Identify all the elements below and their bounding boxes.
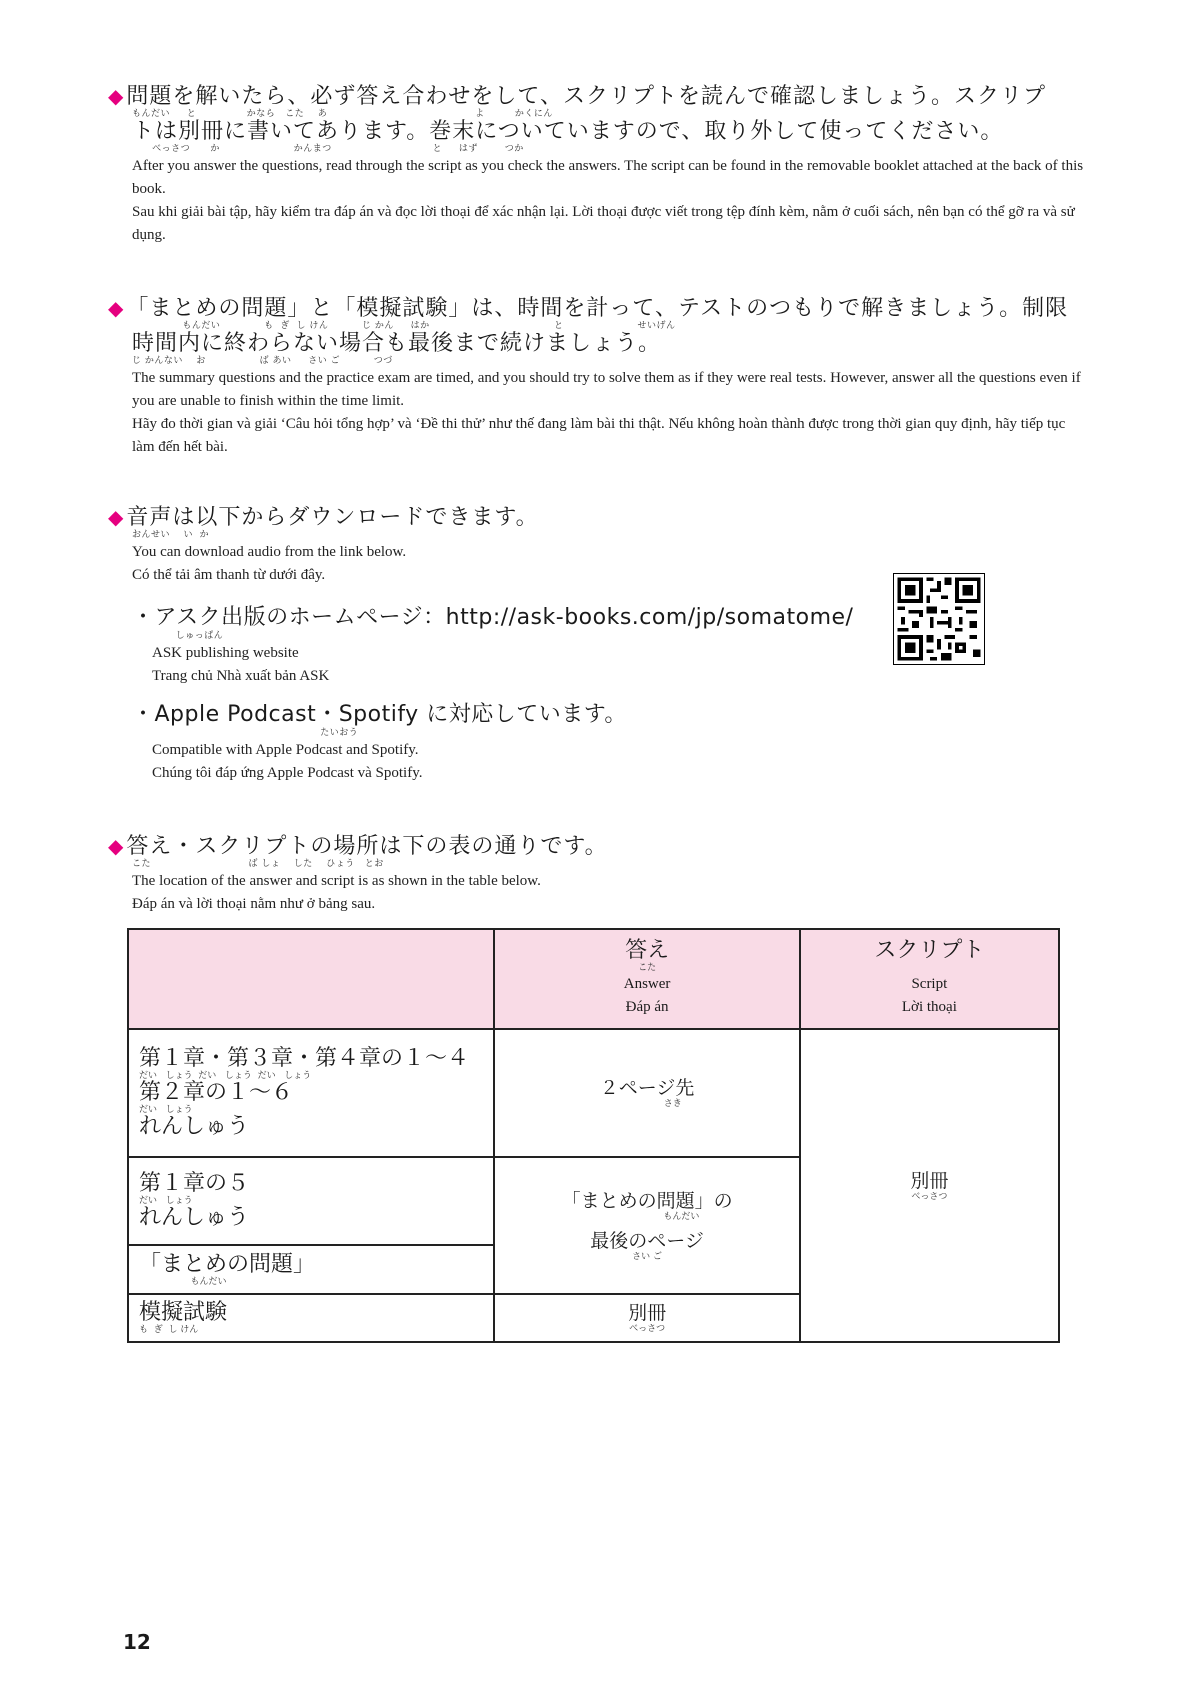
s3-vietnamese: Có thể tải âm thanh từ dưới đây. (132, 567, 326, 583)
header-answer-english: Answer (623, 976, 671, 992)
row1-line3: れんしゅう (139, 1114, 250, 1139)
script-location: 別冊 (910, 1169, 949, 1192)
row4-answer-ruby: べっさつ (629, 1324, 666, 1334)
header-answer-ruby: こた (638, 963, 657, 973)
s3-text-1: 音声は以下からダウンロードできます。 (126, 505, 539, 530)
row1-line1: 第１章・第３章・第４章の１～４ (139, 1046, 470, 1071)
s1-line1 (108, 84, 1088, 109)
section-check-answers (108, 84, 1088, 247)
ask-website-link[interactable]: ・アスク出版のホームページ：http://ask-books.com/jp/somatome/ (132, 605, 854, 630)
row4-answer: 別冊 (628, 1302, 667, 1324)
section-timed-tests (108, 296, 1088, 459)
s4-text-1: 答え・スクリプトの場所は下の表の通りです。 (126, 834, 608, 859)
row4-line1: 模擬試験 (139, 1300, 228, 1325)
header-script-label: スクリプト (874, 938, 985, 963)
s1-vietnamese: Sau khi giải bài tập, hãy kiểm tra đáp án và đọc lời thoại để xác nhận lại. Lời thoại được viết trong tệp đính kèm, nằm ở cuối sách, nên bạn có thể gỡ ra và sử dụng. (132, 204, 1075, 243)
s3-b2-vietnamese: Chúng tôi đáp ứng Apple Podcast và Spotify. (152, 765, 423, 781)
answer-location-table (127, 928, 1060, 1343)
table-row (128, 1029, 1059, 1157)
header-answer-vietnamese: Đáp án (625, 999, 669, 1015)
s3-b2-ruby: たいおう (132, 728, 359, 738)
row1-answer-ruby: さき (612, 1099, 682, 1109)
s1-text-1: 問題を解いたら、必ず答え合わせをして、スクリプトを読んで確認しましょう。スクリプ (126, 84, 1046, 109)
header-script-vietnamese: Lời thoại (901, 999, 957, 1015)
row3-ruby1: もんだい (139, 1276, 227, 1287)
diamond-bullet-icon: ◆ (108, 84, 125, 108)
s4-english: The location of the answer and script is as shown in the table below. (132, 873, 541, 889)
s3-b1-english: ASK publishing website (152, 645, 299, 661)
s4-vietnamese: Đáp án và lời thoại nằm như ở bảng sau. (132, 896, 376, 912)
diamond-bullet-icon: ◆ (108, 505, 125, 529)
s3-b1-ruby: しゅっぱん (132, 631, 224, 641)
page-number: 12 (123, 1630, 151, 1654)
row4-ruby1: も ぎ し けん (139, 1325, 199, 1335)
s1-english: After you answer the questions, read through the script as you check the answers. The script can be found in the removable booklet attached at the back of this book. (132, 158, 1084, 197)
row1-answer-cell (494, 1029, 799, 1157)
script-location-cell (800, 1029, 1059, 1342)
row23-answer-line1: 「まとめの問題」の (561, 1189, 733, 1212)
row2-line2: れんしゅう (139, 1205, 250, 1230)
row2-sections-cell (128, 1157, 494, 1245)
row1-ruby1: だい しょう だい しょう だい しょう (139, 1071, 312, 1081)
row3-line1: 「まとめの問題」 (139, 1251, 316, 1277)
s3-english: You can download audio from the link below. (132, 544, 407, 560)
header-answer-cell (494, 929, 799, 1029)
s4-ruby-1: こた ば しょ した ひょう とお (132, 859, 384, 869)
row23-answer-ruby1: もんだい (594, 1211, 700, 1222)
row4-sections-cell (128, 1294, 494, 1342)
s2-text-1: 「まとめの問題」と「模擬試験」は、時間を計って、テストのつもりで解きましょう。制限 (126, 296, 1069, 321)
header-script-cell (800, 929, 1059, 1029)
header-answer-label: 答え (625, 938, 670, 963)
diamond-bullet-icon: ◆ (108, 296, 125, 320)
row1-sections-cell (128, 1029, 494, 1157)
s2-english: The summary questions and the practice exam are timed, and you should try to solve them as if they were real tests. However, answer all the questions even if you are unable to finish within the time limit. (132, 370, 1081, 409)
script-location-ruby: べっさつ (911, 1191, 948, 1202)
section-table-intro (108, 834, 1088, 916)
s2-line1 (108, 296, 1088, 321)
s1-ruby-1: もんだい と かなら こた あ よ かくにん (132, 109, 553, 119)
s3-line1 (108, 505, 1088, 530)
header-empty-cell (128, 929, 494, 1029)
s3-b2-english: Compatible with Apple Podcast and Spotify. (152, 742, 419, 758)
row1-ruby2: だい しょう (139, 1105, 193, 1115)
s2-text-2: 時間内に終わらない場合も最後まで続けましょう。 (132, 331, 662, 356)
row23-answer-line2: 最後のページ (590, 1229, 704, 1252)
row2-line1: 第１章の５ (139, 1171, 250, 1196)
row1-answer: ２ページ先 (599, 1077, 695, 1099)
row23-answer-cell (494, 1157, 799, 1294)
podcast-spotify-text: ・Apple Podcast・Spotify に対応しています。 (132, 702, 627, 727)
qr-code-icon[interactable] (893, 573, 985, 665)
diamond-bullet-icon: ◆ (108, 834, 125, 858)
header-script-english: Script (911, 976, 948, 992)
s2-ruby-1: もんだい も ぎ し けん じ かん はか と せいげん (132, 321, 676, 331)
s2-ruby-2: じ かんない お ば あい さい ご つづ (132, 356, 393, 366)
row23-answer-ruby2: さい ご (632, 1251, 662, 1262)
s4-line1 (108, 834, 1088, 859)
table-header-row (128, 929, 1059, 1029)
s3-b1-vietnamese: Trang chủ Nhà xuất bản ASK (152, 668, 330, 684)
s1-ruby-2: べっさつ か かんまつ と はず つか (132, 144, 524, 154)
s3-ruby-1: おんせい い か (132, 530, 210, 540)
s1-text-2: トは別冊に書いてあります。巻末についていますので、取り外して使ってください。 (132, 119, 1004, 144)
row4-answer-cell (494, 1294, 799, 1342)
row3-sections-cell (128, 1245, 494, 1294)
row2-ruby1: だい しょう (139, 1196, 193, 1206)
row1-line2: 第２章の１～６ (139, 1080, 294, 1105)
s2-vietnamese: Hãy đo thời gian và giải ‘Câu hỏi tổng hợp’ và ‘Đề thi thử’ như thế đang làm bài thi thật. Nếu không hoàn thành được trong thời gian quy định, hãy tiếp tục làm đến hết bài. (132, 416, 1066, 455)
